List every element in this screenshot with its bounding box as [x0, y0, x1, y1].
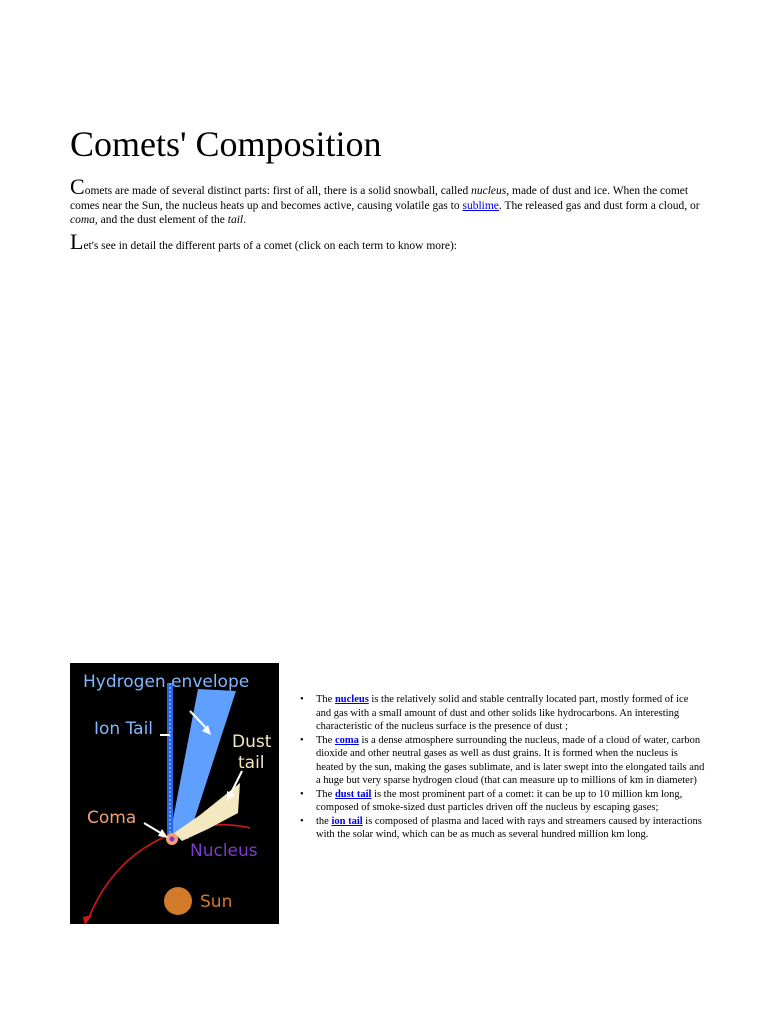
- list-item: • The nucleus is the relatively solid and stable centrally located part, mostly formed of ice and gas with a small amount of dust and other solids like hydrocarbons. An interesting characteristic of the nucleus surface is the presence of dust ;: [300, 693, 705, 734]
- intro-paragraph: [70, 174, 710, 228]
- list-item: • The dust tail is the most prominent part of a comet: it can be up to 10 million km long, composed of smoke-sized dust particles driven off the nucleus by escaping gases;: [300, 788, 705, 815]
- intro-text: omets are made of several distinct parts: first of all, there is a solid snowball, called: [84, 185, 472, 197]
- page-title: Comets' Composition: [70, 124, 382, 164]
- tail-term: tail: [227, 214, 244, 226]
- nucleus-link[interactable]: nucleus: [334, 694, 369, 705]
- ion-tail-label: Ion Tail: [94, 719, 154, 739]
- coma-label: Coma: [87, 808, 137, 828]
- detail-text: et's see in detail the different parts of a comet (click on each term to know more):: [83, 240, 458, 252]
- orbit-arrow-icon: [83, 915, 92, 924]
- drop-cap: C: [70, 174, 85, 199]
- sun-shape: [164, 887, 192, 915]
- nucleus-term: nucleus,: [471, 185, 510, 197]
- intro-text: made of dust and ice. When the comet comes near the Sun, the nucleus heats up and becomes active, causing volatile gas to: [70, 185, 689, 212]
- comet-parts-list: [300, 693, 705, 842]
- dust-tail-label: Dust: [232, 732, 272, 752]
- dust-tail-label: tail: [238, 753, 265, 773]
- sublime-link[interactable]: sublime: [462, 199, 499, 212]
- intro-text: , and the dust element of the: [94, 214, 228, 226]
- intro-text: . The released gas and dust form a cloud, or: [498, 199, 700, 212]
- coma-term: coma: [70, 214, 95, 226]
- intro-text: .: [243, 214, 246, 226]
- dust-tail-link[interactable]: dust tail: [334, 788, 372, 800]
- arrow-icon: [158, 829, 168, 838]
- hydrogen-envelope-label: Hydrogen envelope: [83, 672, 250, 692]
- sun-label: Sun: [200, 892, 233, 912]
- comet-diagram: [70, 663, 279, 924]
- drop-cap: L: [70, 229, 84, 254]
- list-item: • The coma is a dense atmosphere surrounding the nucleus, made of a cloud of water, carbon dioxide and other neutral gases as well as dust grains. It is formed when the nucleus is heated by the sun, making the gases sublimate, and is later swept into the elongated tails and a huge but very sparse hydrogen cloud (that can measure up to millions of km in diameter): [300, 734, 705, 788]
- nucleus-dot: [170, 837, 175, 842]
- list-item: • the ion tail is composed of plasma and laced with rays and streamers caused by interactions with the solar wind, which can be as much as several hundred million km long.: [300, 815, 705, 842]
- detail-paragraph: [70, 229, 710, 254]
- coma-link[interactable]: coma: [334, 734, 359, 746]
- nucleus-label: Nucleus: [190, 841, 258, 861]
- ion-tail-link[interactable]: ion tail: [331, 815, 363, 827]
